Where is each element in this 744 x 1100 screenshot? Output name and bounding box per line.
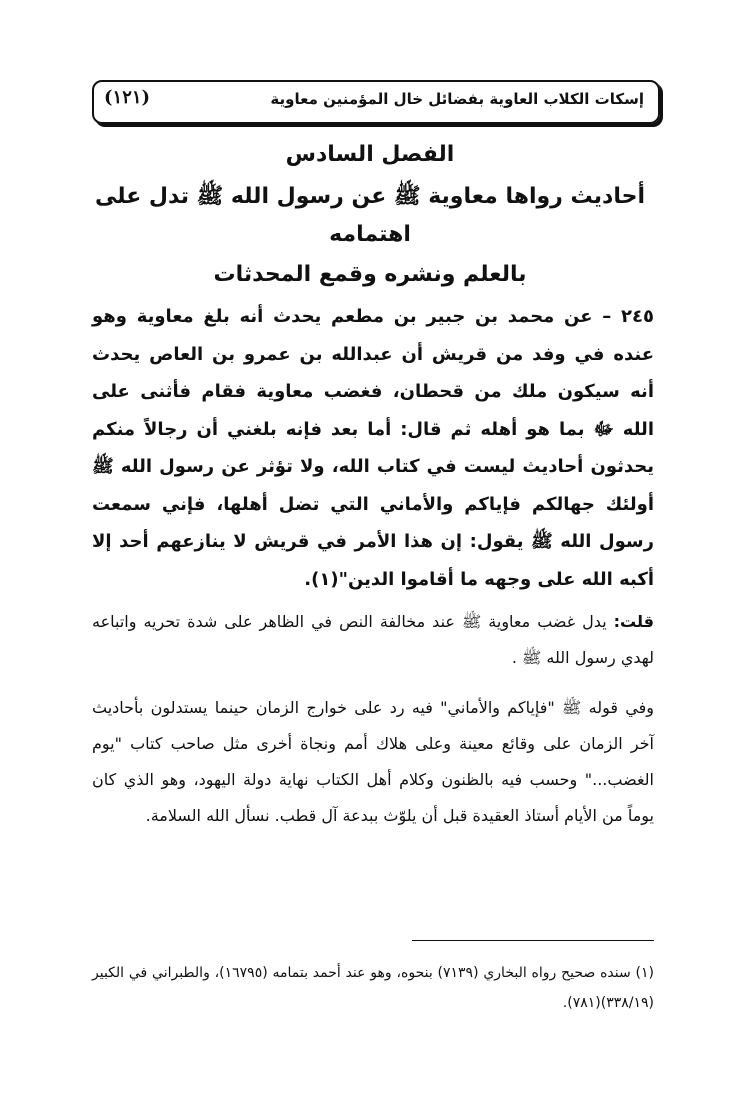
footnote: (١) سنده صحيح رواه البخاري (٧١٣٩) بنحوه، وهو عند أحمد بتمامه (١٦٧٩٥)، والطبراني في الكبير (٣٣٨/١٩)(٧٨١). bbox=[92, 965, 654, 1011]
hadith-paragraph: ٢٤٥ – عن محمد بن جبير بن مطعم يحدث أنه بلغ معاوية وهو عنده في وفد من قريش أن عبدالله بن عمرو بن العاص يحدث أنه سيكون ملك من قحطان، فغضب معاوية فقام فأثنى على الله ﷻ بما هو أهله ثم قال: أما بعد فإنه بلغني أن رجالاً منكم يحدثون أحاديث ليست في كتاب الله، ولا تؤثر عن رسول الله ﷺ أولئك جهالكم فإياكم والأماني التي تضل أهلها، فإني سمعت رسول الله ﷺ يقول: إن هذا الأمر في قريش لا ينازعهم أحد إلا أكبه الله على وجهه ما أقاموا الدين"(١). bbox=[92, 306, 654, 590]
comment-text: يدل غضب معاوية ﷺ عند مخالفة النص في الظاهر على شدة تحريه واتباعه لهدي رسول الله ﷺ . bbox=[92, 612, 654, 667]
footnote-separator bbox=[412, 940, 654, 941]
page-number: (١٢١) bbox=[104, 87, 151, 108]
chapter-label: الفصل السادس bbox=[285, 142, 455, 167]
comment-paragraph bbox=[92, 604, 654, 676]
chapter-title-line-1: أحاديث رواها معاوية ﷺ عن رسول الله ﷺ تدل على bbox=[94, 184, 645, 209]
chapter-title-line-3: بالعلم ونشره وقمع المحدثات bbox=[213, 262, 527, 287]
running-header bbox=[92, 80, 660, 124]
book-title: إسكات الكلاب العاوية بفضائل خال المؤمنين معاوية bbox=[270, 90, 644, 108]
chapter-title-line-2: اهتمامه bbox=[329, 222, 411, 247]
comment-lead: قلت: bbox=[613, 612, 654, 631]
commentary-paragraph: وفي قوله ﷺ "فإياكم والأماني" فيه رد على خوارج الزمان حينما يستدلون بأحاديث آخر الزمان على وقائع معينة وعلى هلاك أمم ونجاة أخرى مثل صاحب كتاب "يوم الغضب..." وحسب فيه بالظنون وكلام أهل الكتاب نهاية دولة اليهود، وهو الذي كان يوماً من الأيام أستاذ العقيدة قبل أن يلوّث ببدعة آل قطب. نسأل الله السلامة. bbox=[92, 698, 654, 825]
